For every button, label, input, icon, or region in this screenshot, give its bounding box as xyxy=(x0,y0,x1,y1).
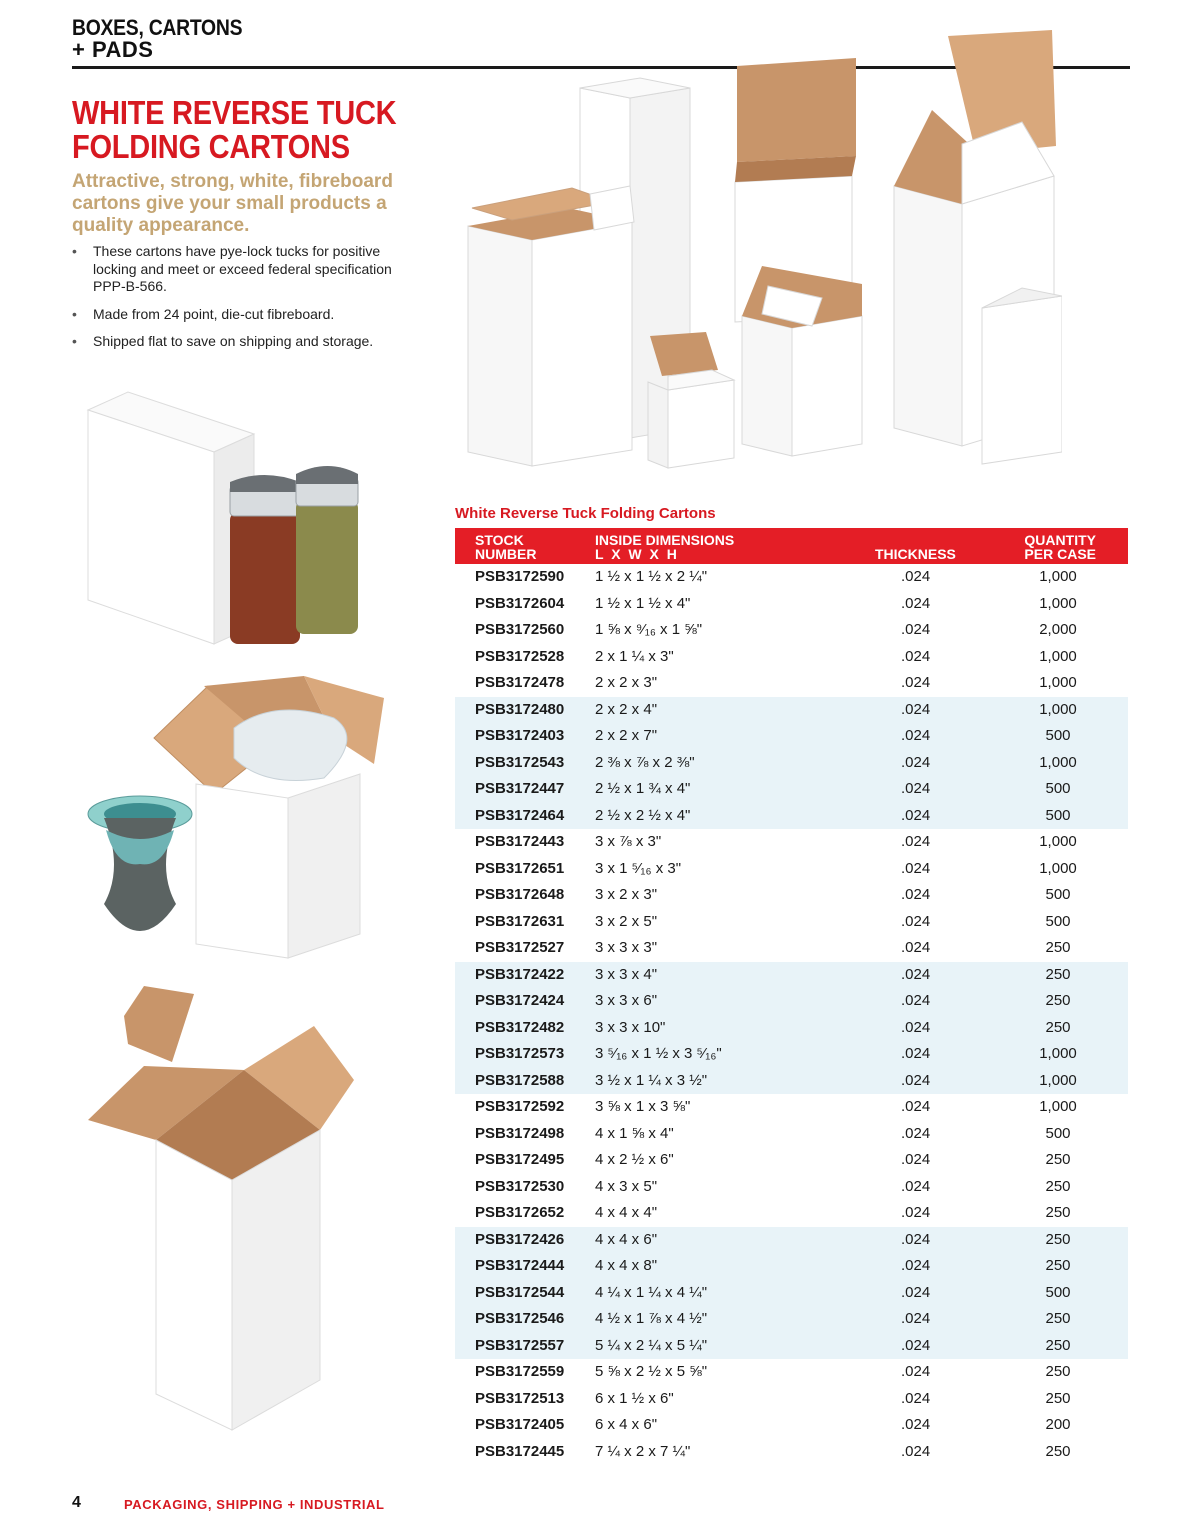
cell-thickness: .024 xyxy=(901,780,931,797)
cell-thickness: .024 xyxy=(901,674,931,691)
cell-dimensions: 2 x 1 ¼ x 3" xyxy=(595,647,674,665)
cell-dimensions: 3 x 3 x 3" xyxy=(595,939,658,956)
table-row xyxy=(455,1253,1128,1280)
cell-dimensions: 2 x 2 x 7" xyxy=(595,727,658,744)
cell-stock-number: PSB3172631 xyxy=(475,912,565,930)
cell-quantity: 1,000 xyxy=(1039,674,1077,691)
cell-stock-number: PSB3172557 xyxy=(475,1336,565,1354)
feature-item: • Made from 24 point, die-cut fibreboard. xyxy=(72,306,412,324)
cell-dimensions: 4 ½ x 1 ⅞ x 4 ½" xyxy=(595,1310,708,1327)
cell-stock-number: PSB3172652 xyxy=(475,1204,565,1221)
cell-dimensions: 3 x 3 x 4" xyxy=(595,965,658,983)
table-row xyxy=(455,1333,1128,1360)
cell-dimensions: 6 x 4 x 6" xyxy=(595,1416,658,1433)
table-row xyxy=(455,564,1128,591)
vase-carton-photo xyxy=(84,668,414,968)
header-stock-line1: STOCK xyxy=(475,532,524,548)
cell-stock-number: PSB3172604 xyxy=(475,594,565,612)
cell-thickness: .024 xyxy=(901,594,931,612)
cell-thickness: .024 xyxy=(901,886,931,903)
header-qty-line2: PER CASE xyxy=(1024,546,1096,562)
cell-stock-number: PSB3172422 xyxy=(475,965,565,983)
cell-thickness: .024 xyxy=(901,753,931,771)
section-label-line2: + PADS xyxy=(72,37,154,62)
cell-dimensions: 3 ⁵⁄₁₆ x 1 ½ x 3 ⁵⁄₁₆" xyxy=(595,1045,722,1062)
header-dims-line2: L X W X H xyxy=(595,546,679,562)
header-thickness: THICKNESS xyxy=(875,546,956,562)
cell-stock-number: PSB3172530 xyxy=(475,1177,565,1195)
cell-dimensions: 5 ¼ x 2 ¼ x 5 ¼" xyxy=(595,1336,708,1354)
cell-thickness: .024 xyxy=(901,1177,931,1195)
cell-quantity: 200 xyxy=(1045,1416,1071,1433)
cell-dimensions: 2 ½ x 1 ¾ x 4" xyxy=(595,780,691,797)
cell-thickness: .024 xyxy=(901,1442,931,1460)
catalog-name: PACKAGING, SHIPPING + INDUSTRIAL xyxy=(124,1497,385,1512)
table-row xyxy=(455,644,1128,671)
cell-thickness: .024 xyxy=(901,647,931,665)
product-title xyxy=(72,94,397,165)
cell-quantity: 1,000 xyxy=(1039,753,1077,771)
cell-dimensions: 3 x 1 ⁵⁄₁₆ x 3" xyxy=(595,859,682,877)
cell-stock-number: PSB3172559 xyxy=(475,1363,565,1380)
cell-thickness: .024 xyxy=(901,939,931,956)
cell-quantity: 500 xyxy=(1045,806,1071,824)
table-row xyxy=(455,1439,1128,1466)
table-row xyxy=(455,1015,1128,1042)
cell-quantity: 1,000 xyxy=(1039,833,1077,850)
cell-thickness: .024 xyxy=(901,1124,931,1142)
table-row xyxy=(455,1147,1128,1174)
table-row xyxy=(455,617,1128,644)
cell-thickness: .024 xyxy=(901,1071,931,1089)
cell-dimensions: 4 x 4 x 4" xyxy=(595,1204,658,1221)
section-label-line1: BOXES, CARTONS xyxy=(72,15,243,40)
cell-dimensions: 3 x 3 x 6" xyxy=(595,992,658,1009)
cell-stock-number: PSB3172651 xyxy=(475,859,565,877)
cell-quantity: 1,000 xyxy=(1039,1071,1077,1089)
cell-quantity: 250 xyxy=(1045,992,1071,1009)
cell-quantity: 250 xyxy=(1045,1257,1071,1274)
table-row xyxy=(455,1412,1128,1439)
table-row xyxy=(455,803,1128,830)
cell-thickness: .024 xyxy=(901,1363,931,1380)
cell-stock-number: PSB3172424 xyxy=(475,992,565,1009)
cell-dimensions: 3 x 2 x 3" xyxy=(595,886,658,903)
cell-quantity: 500 xyxy=(1045,1283,1071,1301)
cell-thickness: .024 xyxy=(901,965,931,983)
cell-dimensions: 4 x 4 x 6" xyxy=(595,1230,658,1248)
header-inside-dimensions xyxy=(595,533,734,561)
product-title-line1: WHITE REVERSE TUCK xyxy=(72,94,397,131)
cell-thickness: .024 xyxy=(901,1045,931,1062)
cell-dimensions: 4 x 1 ⅝ x 4" xyxy=(595,1124,674,1142)
cell-dimensions: 2 x 2 x 3" xyxy=(595,674,658,691)
cell-thickness: .024 xyxy=(901,727,931,744)
table-row xyxy=(455,591,1128,618)
cell-quantity: 250 xyxy=(1045,1389,1071,1407)
cell-quantity: 250 xyxy=(1045,1204,1071,1221)
cell-dimensions: 2 x 2 x 4" xyxy=(595,700,658,718)
table-body xyxy=(455,564,1128,1465)
table-header xyxy=(455,528,1128,564)
cell-stock-number: PSB3172588 xyxy=(475,1071,565,1089)
cell-quantity: 250 xyxy=(1045,1177,1071,1195)
cell-quantity: 1,000 xyxy=(1039,1098,1077,1115)
cell-quantity: 250 xyxy=(1045,1336,1071,1354)
cell-thickness: .024 xyxy=(901,1310,931,1327)
cell-quantity: 250 xyxy=(1045,1442,1071,1460)
spice-jars-photo xyxy=(84,386,374,648)
table-row xyxy=(455,1306,1128,1333)
product-title-line2: FOLDING CARTONS xyxy=(72,128,350,165)
cell-thickness: .024 xyxy=(901,806,931,824)
cell-stock-number: PSB3172495 xyxy=(475,1151,565,1168)
table-row xyxy=(455,935,1128,962)
cell-dimensions: 4 x 3 x 5" xyxy=(595,1177,658,1195)
cell-dimensions: 1 ⅝ x ⁹⁄₁₆ x 1 ⅝" xyxy=(595,621,703,638)
table-row xyxy=(455,670,1128,697)
cell-quantity: 1,000 xyxy=(1039,594,1077,612)
cell-quantity: 250 xyxy=(1045,1151,1071,1168)
cell-thickness: .024 xyxy=(901,1018,931,1036)
cell-quantity: 1,000 xyxy=(1039,647,1077,665)
table-title: White Reverse Tuck Folding Cartons xyxy=(455,505,716,522)
cell-quantity: 2,000 xyxy=(1039,621,1077,638)
cell-dimensions: 3 x 2 x 5" xyxy=(595,912,658,930)
cell-quantity: 500 xyxy=(1045,886,1071,903)
cell-thickness: .024 xyxy=(901,1389,931,1407)
cell-dimensions: 2 ⅜ x ⅞ x 2 ⅜" xyxy=(595,753,695,771)
cell-dimensions: 4 x 2 ½ x 6" xyxy=(595,1151,674,1168)
cell-thickness: .024 xyxy=(901,1098,931,1115)
table-row xyxy=(455,1280,1128,1307)
cell-stock-number: PSB3172513 xyxy=(475,1389,565,1407)
cell-stock-number: PSB3172480 xyxy=(475,700,565,718)
cell-thickness: .024 xyxy=(901,1336,931,1354)
table-row xyxy=(455,1200,1128,1227)
cell-stock-number: PSB3172445 xyxy=(475,1442,565,1460)
cell-dimensions: 3 ⅝ x 1 x 3 ⅝" xyxy=(595,1098,691,1115)
cell-stock-number: PSB3172443 xyxy=(475,833,565,850)
table-row xyxy=(455,723,1128,750)
cell-thickness: .024 xyxy=(901,568,931,585)
cell-thickness: .024 xyxy=(901,859,931,877)
cell-dimensions: 3 x ⅞ x 3" xyxy=(595,833,662,850)
cell-quantity: 250 xyxy=(1045,1230,1071,1248)
cell-quantity: 1,000 xyxy=(1039,568,1077,585)
table-row xyxy=(455,856,1128,883)
table-row xyxy=(455,1094,1128,1121)
table-row xyxy=(455,962,1128,989)
cell-dimensions: 1 ½ x 1 ½ x 2 ¼" xyxy=(595,568,708,585)
cell-stock-number: PSB3172528 xyxy=(475,647,565,665)
cell-quantity: 500 xyxy=(1045,1124,1071,1142)
cell-stock-number: PSB3172403 xyxy=(475,727,565,744)
cell-quantity: 1,000 xyxy=(1039,859,1077,877)
cell-quantity: 500 xyxy=(1045,780,1071,797)
cell-stock-number: PSB3172573 xyxy=(475,1045,565,1062)
table-row xyxy=(455,1359,1128,1386)
cell-thickness: .024 xyxy=(901,1283,931,1301)
cell-stock-number: PSB3172590 xyxy=(475,568,565,585)
table-row xyxy=(455,909,1128,936)
feature-item: • Shipped flat to save on shipping and storage. xyxy=(72,333,412,351)
product-tagline: Attractive, strong, white, fibreboard cartons give your small products a quality appearance. xyxy=(72,171,393,236)
section-label xyxy=(72,16,265,62)
cell-stock-number: PSB3172544 xyxy=(475,1283,565,1301)
table-row xyxy=(455,1121,1128,1148)
cell-dimensions: 6 x 1 ½ x 6" xyxy=(595,1389,674,1407)
cell-thickness: .024 xyxy=(901,833,931,850)
cell-dimensions: 5 ⅝ x 2 ½ x 5 ⅝" xyxy=(595,1363,708,1380)
cell-dimensions: 1 ½ x 1 ½ x 4" xyxy=(595,594,691,612)
table-row xyxy=(455,829,1128,856)
cell-quantity: 250 xyxy=(1045,1363,1071,1380)
cell-thickness: .024 xyxy=(901,621,931,638)
cell-quantity: 250 xyxy=(1045,1310,1071,1327)
cell-thickness: .024 xyxy=(901,912,931,930)
table-row xyxy=(455,882,1128,909)
cell-dimensions: 4 ¼ x 1 ¼ x 4 ¼" xyxy=(595,1283,708,1301)
table-row xyxy=(455,1068,1128,1095)
cell-stock-number: PSB3172560 xyxy=(475,621,565,638)
cell-thickness: .024 xyxy=(901,1204,931,1221)
cell-quantity: 1,000 xyxy=(1039,1045,1077,1062)
cell-stock-number: PSB3172482 xyxy=(475,1018,565,1036)
header-quantity xyxy=(1024,533,1096,561)
cell-stock-number: PSB3172527 xyxy=(475,939,565,956)
table-row xyxy=(455,1041,1128,1068)
cell-dimensions: 3 x 3 x 10" xyxy=(595,1018,666,1036)
cell-thickness: .024 xyxy=(901,1230,931,1248)
table-row xyxy=(455,1174,1128,1201)
table-row xyxy=(455,776,1128,803)
cell-quantity: 1,000 xyxy=(1039,700,1077,718)
cell-dimensions: 7 ¼ x 2 x 7 ¼" xyxy=(595,1442,691,1460)
feature-item: • These cartons have pye-lock tucks for positive locking and meet or exceed federal specification PPP-B-566. xyxy=(72,243,412,296)
carton-assortment-photo xyxy=(462,26,1062,476)
table-row xyxy=(455,750,1128,777)
cell-stock-number: PSB3172464 xyxy=(475,806,565,824)
cell-stock-number: PSB3172444 xyxy=(475,1257,565,1274)
page-footer xyxy=(72,1494,385,1512)
header-stock-number xyxy=(475,533,536,561)
cell-quantity: 250 xyxy=(1045,965,1071,983)
feature-list xyxy=(72,243,412,361)
cell-stock-number: PSB3172592 xyxy=(475,1098,565,1115)
cell-quantity: 500 xyxy=(1045,912,1071,930)
cell-quantity: 250 xyxy=(1045,1018,1071,1036)
cell-thickness: .024 xyxy=(901,992,931,1009)
cell-thickness: .024 xyxy=(901,1416,931,1433)
cell-stock-number: PSB3172405 xyxy=(475,1416,565,1433)
cell-dimensions: 2 ½ x 2 ½ x 4" xyxy=(595,806,691,824)
cell-dimensions: 3 ½ x 1 ¼ x 3 ½" xyxy=(595,1071,708,1089)
table-row xyxy=(455,697,1128,724)
cell-stock-number: PSB3172648 xyxy=(475,886,565,903)
header-dims-line1: INSIDE DIMENSIONS xyxy=(595,532,735,548)
cell-stock-number: PSB3172543 xyxy=(475,753,565,771)
cell-stock-number: PSB3172546 xyxy=(475,1310,565,1327)
cell-quantity: 500 xyxy=(1045,727,1071,744)
cell-thickness: .024 xyxy=(901,700,931,718)
table-row xyxy=(455,1386,1128,1413)
cell-thickness: .024 xyxy=(901,1257,931,1274)
cell-dimensions: 4 x 4 x 8" xyxy=(595,1257,658,1274)
header-stock-line2: NUMBER xyxy=(475,546,537,562)
table-row xyxy=(455,988,1128,1015)
open-carton-photo xyxy=(84,980,384,1450)
table-row xyxy=(455,1227,1128,1254)
header-qty-line1: QUANTITY xyxy=(1024,532,1096,548)
cell-quantity: 250 xyxy=(1045,939,1071,956)
cell-stock-number: PSB3172498 xyxy=(475,1124,565,1142)
cell-stock-number: PSB3172447 xyxy=(475,780,565,797)
cell-stock-number: PSB3172478 xyxy=(475,674,565,691)
spec-table xyxy=(455,528,1128,1465)
cell-thickness: .024 xyxy=(901,1151,931,1168)
page-number: 4 xyxy=(72,1494,81,1511)
cell-stock-number: PSB3172426 xyxy=(475,1230,565,1248)
